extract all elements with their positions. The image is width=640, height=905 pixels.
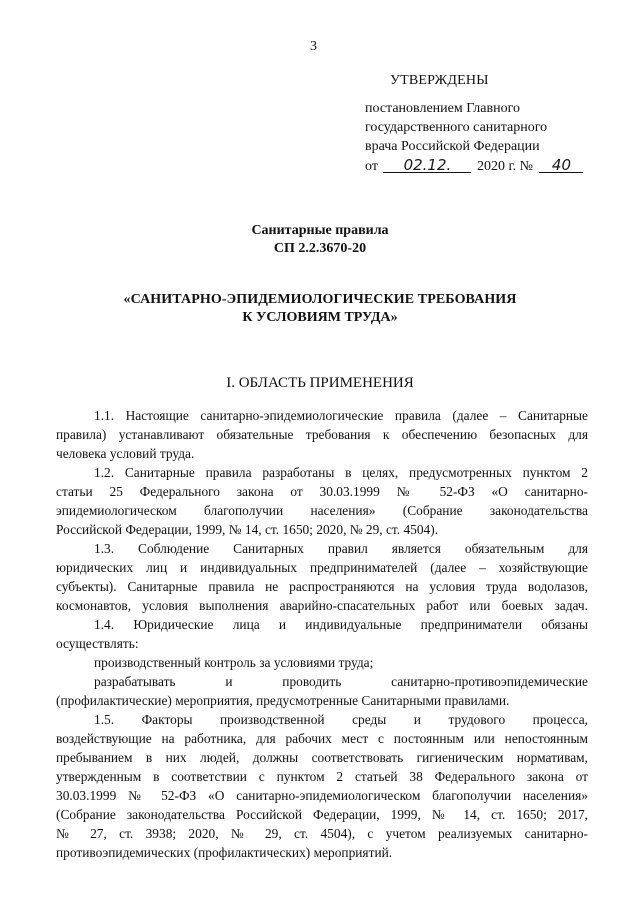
rules-title: Санитарные правила [251,223,389,238]
paragraph-line: (профилактические) мероприятия, предусмотренные Санитарными правилами. [56,693,510,708]
approved-heading: УТВЕРЖДЕНЫ [390,73,489,88]
handwritten-date: 02.12. [383,158,471,173]
paragraph-line: осуществлять: [56,636,139,651]
paragraph-line: эпидемиологическом благополучии населения» (Собрание законодательства [56,503,588,518]
section-heading: I. ОБЛАСТЬ ПРИМЕНЕНИЯ [226,375,414,391]
paragraph-line: № 27, ст. 3938; 2020, № 29, ст. 4504), с учетом реализуемых санитарно- [56,826,588,841]
paragraph-line: 1.4. Юридические лица и индивидуальные предприниматели обязаны [94,617,588,632]
rules-code: СП 2.2.3670-20 [273,241,367,256]
paragraph-line: (Собрание законодательства Российской Федерации, 1999, № 14, ст. 1650; 2017, [56,807,588,822]
paragraph-line: производственный контроль за условиями труда; [94,655,374,670]
paragraph-line: воздействующие на работника, для рабочих мест с постоянным или непостоянным [56,731,588,746]
paragraph-line: 30.03.1999 № 52-ФЗ «О санитарно-эпидемиологическом благополучии населения» [56,788,588,803]
paragraph-line: 1.1. Настоящие санитарно-эпидемиологические правила (далее – Санитарные [94,408,588,423]
paragraph-line: 1.3. Соблюдение Санитарных правил является обязательным для [94,541,588,556]
paragraph-line: 1.2. Санитарные правила разработаны в целях, предусмотренных пунктом 2 [94,465,588,480]
from-label: от [365,159,378,174]
paragraph-line: человека условий труда. [56,446,195,461]
document-title-line-2: К УСЛОВИЯМ ТРУДА» [242,310,398,325]
paragraph-line: Российской Федерации, 1999, № 14, ст. 1650; 2020, № 29, ст. 4504). [56,522,439,537]
approval-line-2: государственного санитарного [365,120,548,135]
year-number-label: 2020 г. № [476,159,533,174]
paragraph-line: субъекты). Санитарные правила не распространяются на условия труда водолазов, [56,579,588,594]
page-number: 3 [310,39,317,54]
paragraph-line: 1.5. Факторы производственной среды и трудового процесса, [94,712,588,727]
approval-date-line [365,157,583,176]
paragraph-line: юридических лиц и индивидуальных предпринимателей (далее – хозяйствующие [56,560,588,575]
paragraph-line: разрабатывать и проводить санитарно-противоэпидемические [94,674,588,689]
approval-line-3: врача Российской Федерации [365,139,540,154]
paragraph-line: статьи 25 Федерального закона от 30.03.1999 № 52-ФЗ «О санитарно- [56,484,588,499]
paragraph-line: противоэпидемических (профилактических) мероприятий. [56,845,393,860]
handwritten-number: 40 [539,158,583,173]
paragraph-line: утвержденным в соответствии с пунктом 2 статьей 38 Федерального закона от [56,769,588,784]
paragraph-line: пребыванием в них людей, должны соответствовать гигиеническим нормативам, [56,750,588,765]
paragraph-line: космонавтов, условия выполнения аварийно-спасательных работ или боевых задач. [56,598,588,613]
paragraph-line: правила) устанавливают обязательные требования к обеспечению безопасных для [56,427,588,442]
document-title-line-1: «САНИТАРНО-ЭПИДЕМИОЛОГИЧЕСКИЕ ТРЕБОВАНИЯ [123,292,517,307]
approval-line-1: постановлением Главного [365,101,520,116]
